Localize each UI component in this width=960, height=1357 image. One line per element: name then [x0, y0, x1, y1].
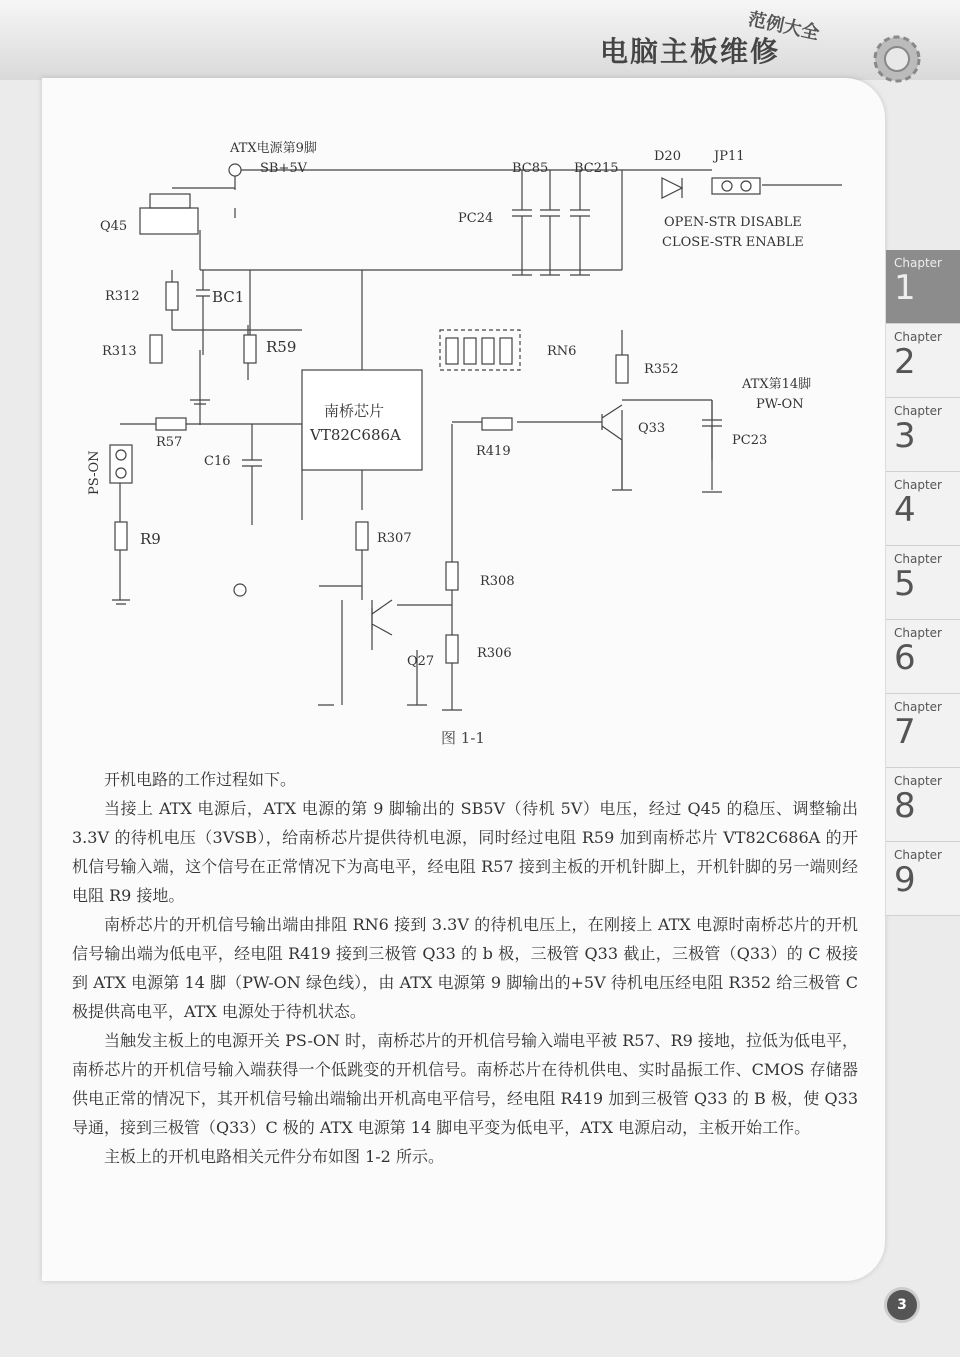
label-pwon: PW-ON: [756, 397, 804, 412]
chapter-tab-5[interactable]: [886, 546, 960, 620]
paragraph: 当触发主板上的电源开关 PS-ON 时，南桥芯片的开机信号输入端电平被 R57、R9 接地，拉低为低电平，南桥芯片的开机信号输入端获得一个低跳变的开机信号。南桥芯片在待机供电、实时晶振工作、CMOS 存储器供电正常的情况下，其开机信号输出端输出开机高电平信号，经电阻 R419 加到三极管 Q33 的 B 极，使 Q33 导通，接到三极管（Q33）C 极的 ATX 电源第 14 脚电平变为低电平，ATX 电源启动，主板开始工作。: [72, 1031, 858, 1137]
r308-resistor-icon: [446, 562, 458, 590]
label-open-str: OPEN-STR DISABLE: [664, 215, 802, 230]
book-subtitle: 范例大全: [746, 8, 822, 45]
chapter-tab-9[interactable]: [886, 842, 960, 916]
signal-pin-icon: [234, 584, 246, 596]
r9-resistor-icon: [115, 522, 127, 550]
r307-resistor-icon: [356, 522, 368, 550]
chapter-tab-8[interactable]: [886, 768, 960, 842]
paragraph: 南桥芯片的开机信号输出端由排阻 RN6 接到 3.3V 的待机电压上，在刚接上 ATX 电源时南桥芯片的开机信号输出端为低电平，经电阻 R419 接到三极管 Q33 的 b 极，三极管 Q33 截止，三极管（Q33）的 C 极接到 ATX 电源第 14 脚（PW-ON 绿色线），由 ATX 电源第 9 脚输出的+5V 待机电压经电阻 R352 给三极管 C 极提供高电平，ATX 电源处于待机状态。: [72, 915, 858, 1021]
q33-transistor-icon: [602, 405, 622, 440]
book-title: 电脑主板维修: [599, 35, 780, 68]
r312-resistor-icon: [166, 282, 178, 310]
chapter-tab-1[interactable]: [886, 250, 960, 324]
paragraph: 主板上的开机电路相关元件分布如图 1-2 所示。: [104, 1147, 444, 1166]
label-r9: R9: [140, 530, 161, 548]
figure-caption: 图 1-1: [441, 729, 485, 747]
label-q33: Q33: [638, 421, 666, 436]
chapter-tab-label: Chapter: [894, 404, 942, 418]
paragraph: 开机电路的工作过程如下。: [104, 770, 297, 789]
chapter-tab-label: Chapter: [894, 330, 942, 344]
chapter-tab-number: 2: [894, 342, 916, 382]
chapter-tab-number: 9: [894, 860, 916, 900]
r306-resistor-icon: [446, 635, 458, 663]
label-r419: R419: [476, 444, 511, 459]
label-pc24: PC24: [458, 211, 494, 226]
chapter-tab-number: 3: [894, 416, 916, 456]
label-pson: PS-ON: [87, 450, 102, 495]
label-atx9: ATX电源第9脚: [230, 141, 317, 156]
r57-resistor-icon: [156, 418, 186, 430]
label-chip1: 南桥芯片: [324, 402, 385, 420]
label-r313: R313: [102, 344, 137, 359]
label-r352: R352: [644, 362, 679, 377]
r313-resistor-icon: [150, 335, 162, 363]
label-bc85: BC85: [512, 161, 549, 176]
chapter-tab-label: Chapter: [894, 848, 942, 862]
chapter-tab-label: Chapter: [894, 700, 942, 714]
label-jp11: JP11: [714, 149, 745, 164]
chapter-tab-number: 5: [894, 564, 916, 604]
chapter-tab-3[interactable]: [886, 398, 960, 472]
label-pc23: PC23: [732, 433, 768, 448]
page-number: 3: [884, 1287, 920, 1323]
d20-diode-icon: [662, 178, 682, 198]
label-r59: R59: [266, 338, 297, 356]
gear-icon: [866, 28, 928, 90]
label-d20: D20: [654, 149, 681, 164]
r419-resistor-icon: [482, 418, 512, 430]
chapter-tab-label: Chapter: [894, 552, 942, 566]
chapter-tab-number: 7: [894, 712, 916, 752]
r352-resistor-icon: [616, 355, 628, 383]
r59-resistor-icon: [244, 335, 256, 363]
chapter-tab-label: Chapter: [894, 626, 942, 640]
label-bc215: BC215: [574, 161, 619, 176]
chapter-tab-number: 6: [894, 638, 916, 678]
label-rn6: RN6: [547, 344, 577, 359]
chapter-tab-number: 1: [894, 268, 916, 308]
chapter-tab-6[interactable]: [886, 620, 960, 694]
circuit-diagram: [72, 130, 872, 730]
label-q27: Q27: [407, 654, 435, 669]
chapter-tab-number: 4: [894, 490, 916, 530]
ps-on-connector-icon: [110, 445, 132, 483]
chapter-tab-number: 8: [894, 786, 916, 826]
chapter-tabs: [886, 250, 960, 916]
label-r308: R308: [480, 574, 515, 589]
label-c16: C16: [204, 454, 231, 469]
paragraph: 当接上 ATX 电源后，ATX 电源的第 9 脚输出的 SB5V（待机 5V）电压，经过 Q45 的稳压、调整输出 3.3V 的待机电压（3VSB），给南桥芯片提供待机电源，同时经过电阻 R59 加到南桥芯片 VT82C686A 的开机信号输入端，这个信号在正常情况下为高电平，经电阻 R57 接到主板的开机针脚上，开机针脚的另一端则经电阻 R9 接地。: [72, 799, 858, 905]
chapter-tab-4[interactable]: [886, 472, 960, 546]
label-bc1: BC1: [212, 288, 245, 306]
label-r57: R57: [156, 435, 183, 450]
sb5v-pin-icon: [229, 164, 241, 176]
label-r312: R312: [105, 289, 140, 304]
q45-regulator-icon: [140, 208, 198, 234]
chapter-tab-label: Chapter: [894, 774, 942, 788]
jp11-jumper-icon: [712, 178, 760, 194]
q27-transistor-icon: [372, 600, 392, 635]
label-r306: R306: [477, 646, 512, 661]
label-sb5v: SB+5V: [260, 161, 308, 176]
label-close-str: CLOSE-STR ENABLE: [662, 235, 804, 250]
label-r307: R307: [377, 531, 412, 546]
label-q45: Q45: [100, 219, 128, 234]
label-chip2: VT82C686A: [310, 426, 401, 444]
chapter-tab-label: Chapter: [894, 256, 942, 270]
chapter-tab-label: Chapter: [894, 478, 942, 492]
label-atx14: ATX第14脚: [742, 377, 812, 392]
southbridge-chip: [302, 370, 422, 470]
chapter-tab-2[interactable]: [886, 324, 960, 398]
body-text: [72, 765, 858, 1171]
